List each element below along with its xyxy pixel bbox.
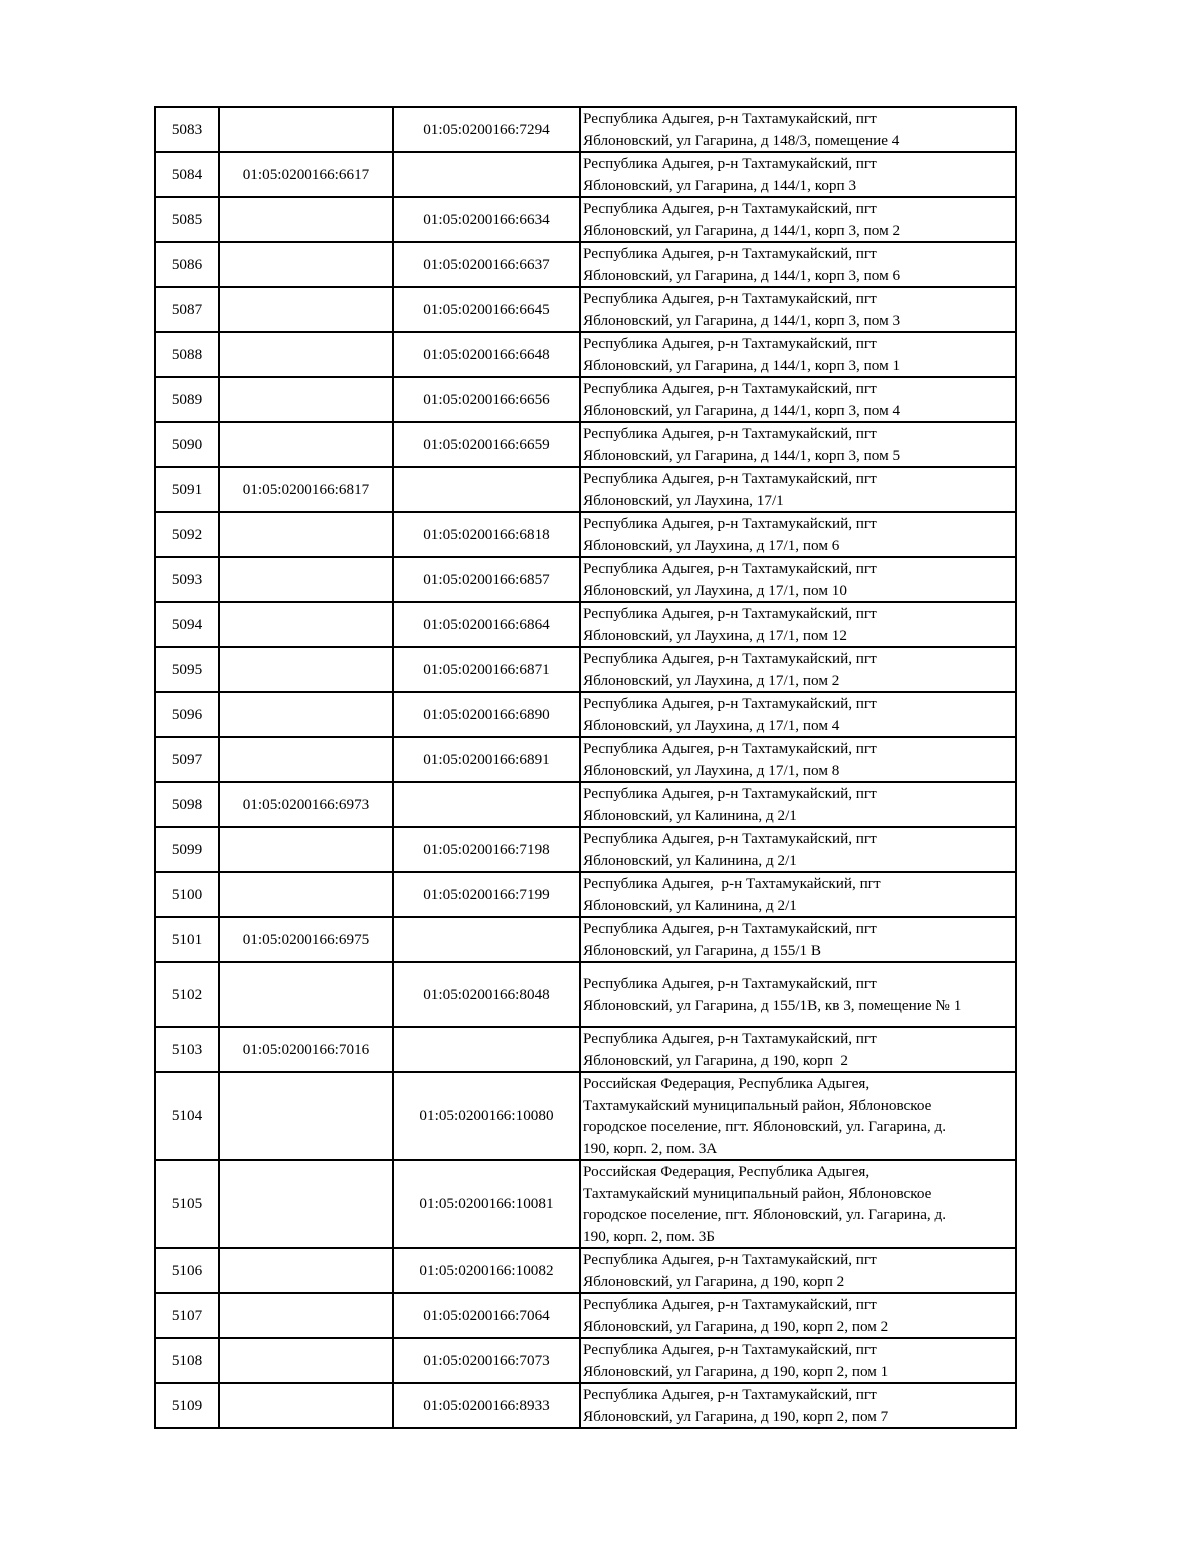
land-cadastral-number-cell bbox=[219, 107, 393, 152]
land-cadastral-number-cell bbox=[219, 1338, 393, 1383]
land-cadastral-number-cell bbox=[219, 872, 393, 917]
land-cadastral-number-cell bbox=[219, 287, 393, 332]
table-row bbox=[155, 1383, 1016, 1428]
row-number-cell: 5090 bbox=[155, 422, 219, 467]
address-line: Яблоновский, ул Гагарина, д 190, корп 2, пом 1 bbox=[583, 1362, 889, 1380]
row-number-cell: 5091 bbox=[155, 467, 219, 512]
address-cell bbox=[580, 332, 1016, 377]
address-cell bbox=[580, 1160, 1016, 1248]
address-cell bbox=[580, 287, 1016, 332]
land-cadastral-number-cell bbox=[219, 647, 393, 692]
land-cadastral-number-cell bbox=[219, 827, 393, 872]
address-line: Республика Адыгея, р-н Тахтамукайский, пгт bbox=[583, 380, 877, 397]
address-cell bbox=[580, 737, 1016, 782]
table-row bbox=[155, 557, 1016, 602]
object-cadastral-number-cell: 01:05:0200166:7073 bbox=[393, 1338, 580, 1383]
land-cadastral-number-cell bbox=[219, 962, 393, 1027]
row-number-cell: 5102 bbox=[155, 962, 219, 1027]
table-row bbox=[155, 467, 1016, 512]
row-number-cell: 5104 bbox=[155, 1072, 219, 1160]
address-line: Яблоновский, ул Гагарина, д 148/3, помещение 4 bbox=[583, 131, 900, 149]
address-line: Тахтамукайский муниципальный район, Яблоновское bbox=[583, 1096, 932, 1114]
table-row bbox=[155, 737, 1016, 782]
object-cadastral-number-cell: 01:05:0200166:6864 bbox=[393, 602, 580, 647]
address-line: Яблоновский, ул Калинина, д 2/1 bbox=[583, 806, 797, 824]
row-number-cell: 5095 bbox=[155, 647, 219, 692]
address-line: Яблоновский, ул Лаухина, д 17/1, пом 10 bbox=[583, 581, 847, 599]
object-cadastral-number-cell: 01:05:0200166:7294 bbox=[393, 107, 580, 152]
land-cadastral-number-cell bbox=[219, 422, 393, 467]
table-row bbox=[155, 1160, 1016, 1248]
row-number-cell: 5089 bbox=[155, 377, 219, 422]
table-row bbox=[155, 917, 1016, 962]
address-line: Республика Адыгея, р-н Тахтамукайский, пгт bbox=[583, 1251, 877, 1268]
table-row bbox=[155, 647, 1016, 692]
table-row bbox=[155, 1293, 1016, 1338]
row-number-cell: 5105 bbox=[155, 1160, 219, 1248]
row-number-cell: 5106 bbox=[155, 1248, 219, 1293]
table-row bbox=[155, 512, 1016, 557]
row-number-cell: 5101 bbox=[155, 917, 219, 962]
address-cell bbox=[580, 1248, 1016, 1293]
address-cell bbox=[580, 557, 1016, 602]
address-line: Республика Адыгея, р-н Тахтамукайский, пгт bbox=[583, 650, 877, 667]
address-cell bbox=[580, 827, 1016, 872]
address-line: Яблоновский, ул Лаухина, 17/1 bbox=[583, 491, 784, 509]
table-row bbox=[155, 1248, 1016, 1293]
address-line: Республика Адыгея, р-н Тахтамукайский, пгт bbox=[583, 335, 877, 352]
address-line: Яблоновский, ул Гагарина, д 144/1, корп 3, пом 4 bbox=[583, 401, 901, 419]
land-cadastral-number-cell: 01:05:0200166:6973 bbox=[219, 782, 393, 827]
address-line: Российская Федерация, Республика Адыгея, bbox=[583, 1075, 870, 1092]
object-cadastral-number-cell: 01:05:0200166:6871 bbox=[393, 647, 580, 692]
address-line: Яблоновский, ул Гагарина, д 144/1, корп 3, пом 3 bbox=[583, 311, 901, 329]
address-line: Республика Адыгея, р-н Тахтамукайский, пгт bbox=[583, 515, 877, 532]
object-cadastral-number-cell: 01:05:0200166:6648 bbox=[393, 332, 580, 377]
address-line: Яблоновский, ул Лаухина, д 17/1, пом 8 bbox=[583, 761, 840, 779]
object-cadastral-number-cell: 01:05:0200166:10080 bbox=[393, 1072, 580, 1160]
land-cadastral-number-cell bbox=[219, 377, 393, 422]
address-line: Яблоновский, ул Лаухина, д 17/1, пом 2 bbox=[583, 671, 840, 689]
address-line: Республика Адыгея, р-н Тахтамукайский, пгт bbox=[583, 975, 877, 992]
address-line: Яблоновский, ул Гагарина, д 144/1, корп 3, пом 2 bbox=[583, 221, 901, 239]
address-line: Республика Адыгея, р-н Тахтамукайский, пгт bbox=[583, 290, 877, 307]
address-cell bbox=[580, 467, 1016, 512]
table-row bbox=[155, 602, 1016, 647]
address-cell bbox=[580, 197, 1016, 242]
address-line: Республика Адыгея, р-н Тахтамукайский, пгт bbox=[583, 1341, 877, 1358]
table-row bbox=[155, 1072, 1016, 1160]
object-cadastral-number-cell: 01:05:0200166:6891 bbox=[393, 737, 580, 782]
row-number-cell: 5087 bbox=[155, 287, 219, 332]
address-cell bbox=[580, 422, 1016, 467]
object-cadastral-number-cell: 01:05:0200166:6634 bbox=[393, 197, 580, 242]
address-cell bbox=[580, 242, 1016, 287]
row-number-cell: 5093 bbox=[155, 557, 219, 602]
address-line: Яблоновский, ул Гагарина, д 190, корп 2 bbox=[583, 1051, 849, 1069]
address-line: Республика Адыгея, р-н Тахтамукайский, пгт bbox=[583, 200, 877, 217]
row-number-cell: 5084 bbox=[155, 152, 219, 197]
table-row bbox=[155, 152, 1016, 197]
land-cadastral-number-cell bbox=[219, 1072, 393, 1160]
row-number-cell: 5099 bbox=[155, 827, 219, 872]
address-cell bbox=[580, 377, 1016, 422]
table-row bbox=[155, 1338, 1016, 1383]
table-row bbox=[155, 332, 1016, 377]
object-cadastral-number-cell bbox=[393, 467, 580, 512]
object-cadastral-number-cell: 01:05:0200166:6857 bbox=[393, 557, 580, 602]
address-cell bbox=[580, 152, 1016, 197]
row-number-cell: 5108 bbox=[155, 1338, 219, 1383]
address-line: Яблоновский, ул Калинина, д 2/1 bbox=[583, 896, 797, 914]
land-cadastral-number-cell bbox=[219, 557, 393, 602]
address-line: Республика Адыгея, р-н Тахтамукайский, пгт bbox=[583, 245, 877, 262]
land-cadastral-number-cell: 01:05:0200166:6817 bbox=[219, 467, 393, 512]
address-line: Республика Адыгея, р-н Тахтамукайский, пгт bbox=[583, 110, 877, 127]
object-cadastral-number-cell: 01:05:0200166:6656 bbox=[393, 377, 580, 422]
address-cell bbox=[580, 602, 1016, 647]
row-number-cell: 5092 bbox=[155, 512, 219, 557]
address-cell bbox=[580, 107, 1016, 152]
object-cadastral-number-cell bbox=[393, 782, 580, 827]
address-line: Яблоновский, ул Гагарина, д 190, корп 2, пом 2 bbox=[583, 1317, 889, 1335]
address-cell bbox=[580, 647, 1016, 692]
address-line: 190, корп. 2, пом. 3Б bbox=[583, 1227, 716, 1245]
object-cadastral-number-cell: 01:05:0200166:10081 bbox=[393, 1160, 580, 1248]
land-cadastral-number-cell: 01:05:0200166:7016 bbox=[219, 1027, 393, 1072]
row-number-cell: 5109 bbox=[155, 1383, 219, 1428]
object-cadastral-number-cell: 01:05:0200166:6818 bbox=[393, 512, 580, 557]
row-number-cell: 5103 bbox=[155, 1027, 219, 1072]
address-line: Яблоновский, ул Лаухина, д 17/1, пом 12 bbox=[583, 626, 847, 644]
address-line: Яблоновский, ул Гагарина, д 144/1, корп 3, пом 1 bbox=[583, 356, 901, 374]
address-line: Яблоновский, ул Лаухина, д 17/1, пом 6 bbox=[583, 536, 840, 554]
object-cadastral-number-cell: 01:05:0200166:8048 bbox=[393, 962, 580, 1027]
address-line: Яблоновский, ул Гагарина, д 155/1 В bbox=[583, 941, 822, 959]
row-number-cell: 5088 bbox=[155, 332, 219, 377]
address-line: Республика Адыгея, р-н Тахтамукайский, пгт bbox=[583, 1296, 877, 1313]
land-cadastral-number-cell bbox=[219, 1160, 393, 1248]
table-row bbox=[155, 872, 1016, 917]
object-cadastral-number-cell: 01:05:0200166:6637 bbox=[393, 242, 580, 287]
address-line: Республика Адыгея, р-н Тахтамукайский, пгт bbox=[583, 830, 877, 847]
address-cell bbox=[580, 782, 1016, 827]
address-line: Яблоновский, ул Гагарина, д 144/1, корп 3 bbox=[583, 176, 857, 194]
table-row bbox=[155, 197, 1016, 242]
address-cell bbox=[580, 872, 1016, 917]
address-line: Республика Адыгея, р-н Тахтамукайский, пгт bbox=[583, 695, 877, 712]
registry-table bbox=[154, 106, 1017, 1429]
address-line: Республика Адыгея, р-н Тахтамукайский, пгт bbox=[583, 560, 877, 577]
address-line: 190, корп. 2, пом. 3А bbox=[583, 1139, 718, 1157]
object-cadastral-number-cell: 01:05:0200166:6645 bbox=[393, 287, 580, 332]
object-cadastral-number-cell: 01:05:0200166:6890 bbox=[393, 692, 580, 737]
table-row bbox=[155, 782, 1016, 827]
address-cell bbox=[580, 692, 1016, 737]
row-number-cell: 5094 bbox=[155, 602, 219, 647]
address-line: Республика Адыгея, р-н Тахтамукайский, пгт bbox=[583, 920, 877, 937]
land-cadastral-number-cell bbox=[219, 737, 393, 782]
address-cell bbox=[580, 1293, 1016, 1338]
address-cell bbox=[580, 962, 1016, 1027]
row-number-cell: 5107 bbox=[155, 1293, 219, 1338]
table-row bbox=[155, 1027, 1016, 1072]
address-line: Республика Адыгея, р-н Тахтамукайский, пгт bbox=[583, 605, 877, 622]
land-cadastral-number-cell bbox=[219, 1293, 393, 1338]
address-line: городское поселение, пгт. Яблоновский, ул. Гагарина, д. bbox=[583, 1206, 947, 1223]
row-number-cell: 5083 bbox=[155, 107, 219, 152]
object-cadastral-number-cell bbox=[393, 917, 580, 962]
address-cell bbox=[580, 917, 1016, 962]
row-number-cell: 5086 bbox=[155, 242, 219, 287]
address-line: Республика Адыгея, р-н Тахтамукайский, пгт bbox=[583, 425, 877, 442]
land-cadastral-number-cell: 01:05:0200166:6975 bbox=[219, 917, 393, 962]
row-number-cell: 5085 bbox=[155, 197, 219, 242]
address-line: Яблоновский, ул Гагарина, д 144/1, корп 3, пом 5 bbox=[583, 446, 901, 464]
object-cadastral-number-cell: 01:05:0200166:8933 bbox=[393, 1383, 580, 1428]
object-cadastral-number-cell: 01:05:0200166:7199 bbox=[393, 872, 580, 917]
table-row bbox=[155, 287, 1016, 332]
address-line: Яблоновский, ул Калинина, д 2/1 bbox=[583, 851, 797, 869]
land-cadastral-number-cell bbox=[219, 332, 393, 377]
address-line: Яблоновский, ул Гагарина, д 190, корп 2, пом 7 bbox=[583, 1407, 889, 1425]
table-row bbox=[155, 827, 1016, 872]
row-number-cell: 5100 bbox=[155, 872, 219, 917]
object-cadastral-number-cell: 01:05:0200166:7198 bbox=[393, 827, 580, 872]
address-line: Республика Адыгея, р-н Тахтамукайский, пгт bbox=[583, 470, 877, 487]
land-cadastral-number-cell bbox=[219, 242, 393, 287]
object-cadastral-number-cell: 01:05:0200166:10082 bbox=[393, 1248, 580, 1293]
land-cadastral-number-cell bbox=[219, 602, 393, 647]
address-line: Республика Адыгея, р-н Тахтамукайский, пгт bbox=[583, 155, 877, 172]
address-line: Республика Адыгея, р-н Тахтамукайский, пгт bbox=[583, 1030, 877, 1047]
address-line: Яблоновский, ул Гагарина, д 144/1, корп 3, пом 6 bbox=[583, 266, 901, 284]
address-line: Республика Адыгея, р-н Тахтамукайский, пгт bbox=[583, 1386, 877, 1403]
address-cell bbox=[580, 1338, 1016, 1383]
row-number-cell: 5098 bbox=[155, 782, 219, 827]
registry-table-body bbox=[155, 107, 1016, 1428]
land-cadastral-number-cell bbox=[219, 692, 393, 737]
row-number-cell: 5097 bbox=[155, 737, 219, 782]
table-row bbox=[155, 107, 1016, 152]
land-cadastral-number-cell bbox=[219, 197, 393, 242]
address-cell bbox=[580, 1072, 1016, 1160]
address-line: Яблоновский, ул Гагарина, д 155/1В, кв 3, помещение № 1 bbox=[583, 996, 962, 1014]
land-cadastral-number-cell bbox=[219, 1248, 393, 1293]
address-line: Республика Адыгея, р-н Тахтамукайский, пгт bbox=[583, 875, 881, 892]
row-number-cell: 5096 bbox=[155, 692, 219, 737]
address-line: Республика Адыгея, р-н Тахтамукайский, пгт bbox=[583, 740, 877, 757]
object-cadastral-number-cell: 01:05:0200166:6659 bbox=[393, 422, 580, 467]
object-cadastral-number-cell bbox=[393, 152, 580, 197]
object-cadastral-number-cell bbox=[393, 1027, 580, 1072]
object-cadastral-number-cell: 01:05:0200166:7064 bbox=[393, 1293, 580, 1338]
table-row bbox=[155, 422, 1016, 467]
address-cell bbox=[580, 1383, 1016, 1428]
address-cell bbox=[580, 1027, 1016, 1072]
address-line: Российская Федерация, Республика Адыгея, bbox=[583, 1163, 870, 1180]
address-line: Яблоновский, ул Гагарина, д 190, корп 2 bbox=[583, 1272, 845, 1290]
address-cell bbox=[580, 512, 1016, 557]
land-cadastral-number-cell bbox=[219, 1383, 393, 1428]
address-line: Тахтамукайский муниципальный район, Яблоновское bbox=[583, 1184, 932, 1202]
address-line: городское поселение, пгт. Яблоновский, ул. Гагарина, д. bbox=[583, 1118, 947, 1135]
address-line: Яблоновский, ул Лаухина, д 17/1, пом 4 bbox=[583, 716, 840, 734]
land-cadastral-number-cell bbox=[219, 512, 393, 557]
table-row bbox=[155, 377, 1016, 422]
table-row bbox=[155, 692, 1016, 737]
table-row bbox=[155, 962, 1016, 1027]
table-row bbox=[155, 242, 1016, 287]
address-line: Республика Адыгея, р-н Тахтамукайский, пгт bbox=[583, 785, 877, 802]
land-cadastral-number-cell: 01:05:0200166:6617 bbox=[219, 152, 393, 197]
